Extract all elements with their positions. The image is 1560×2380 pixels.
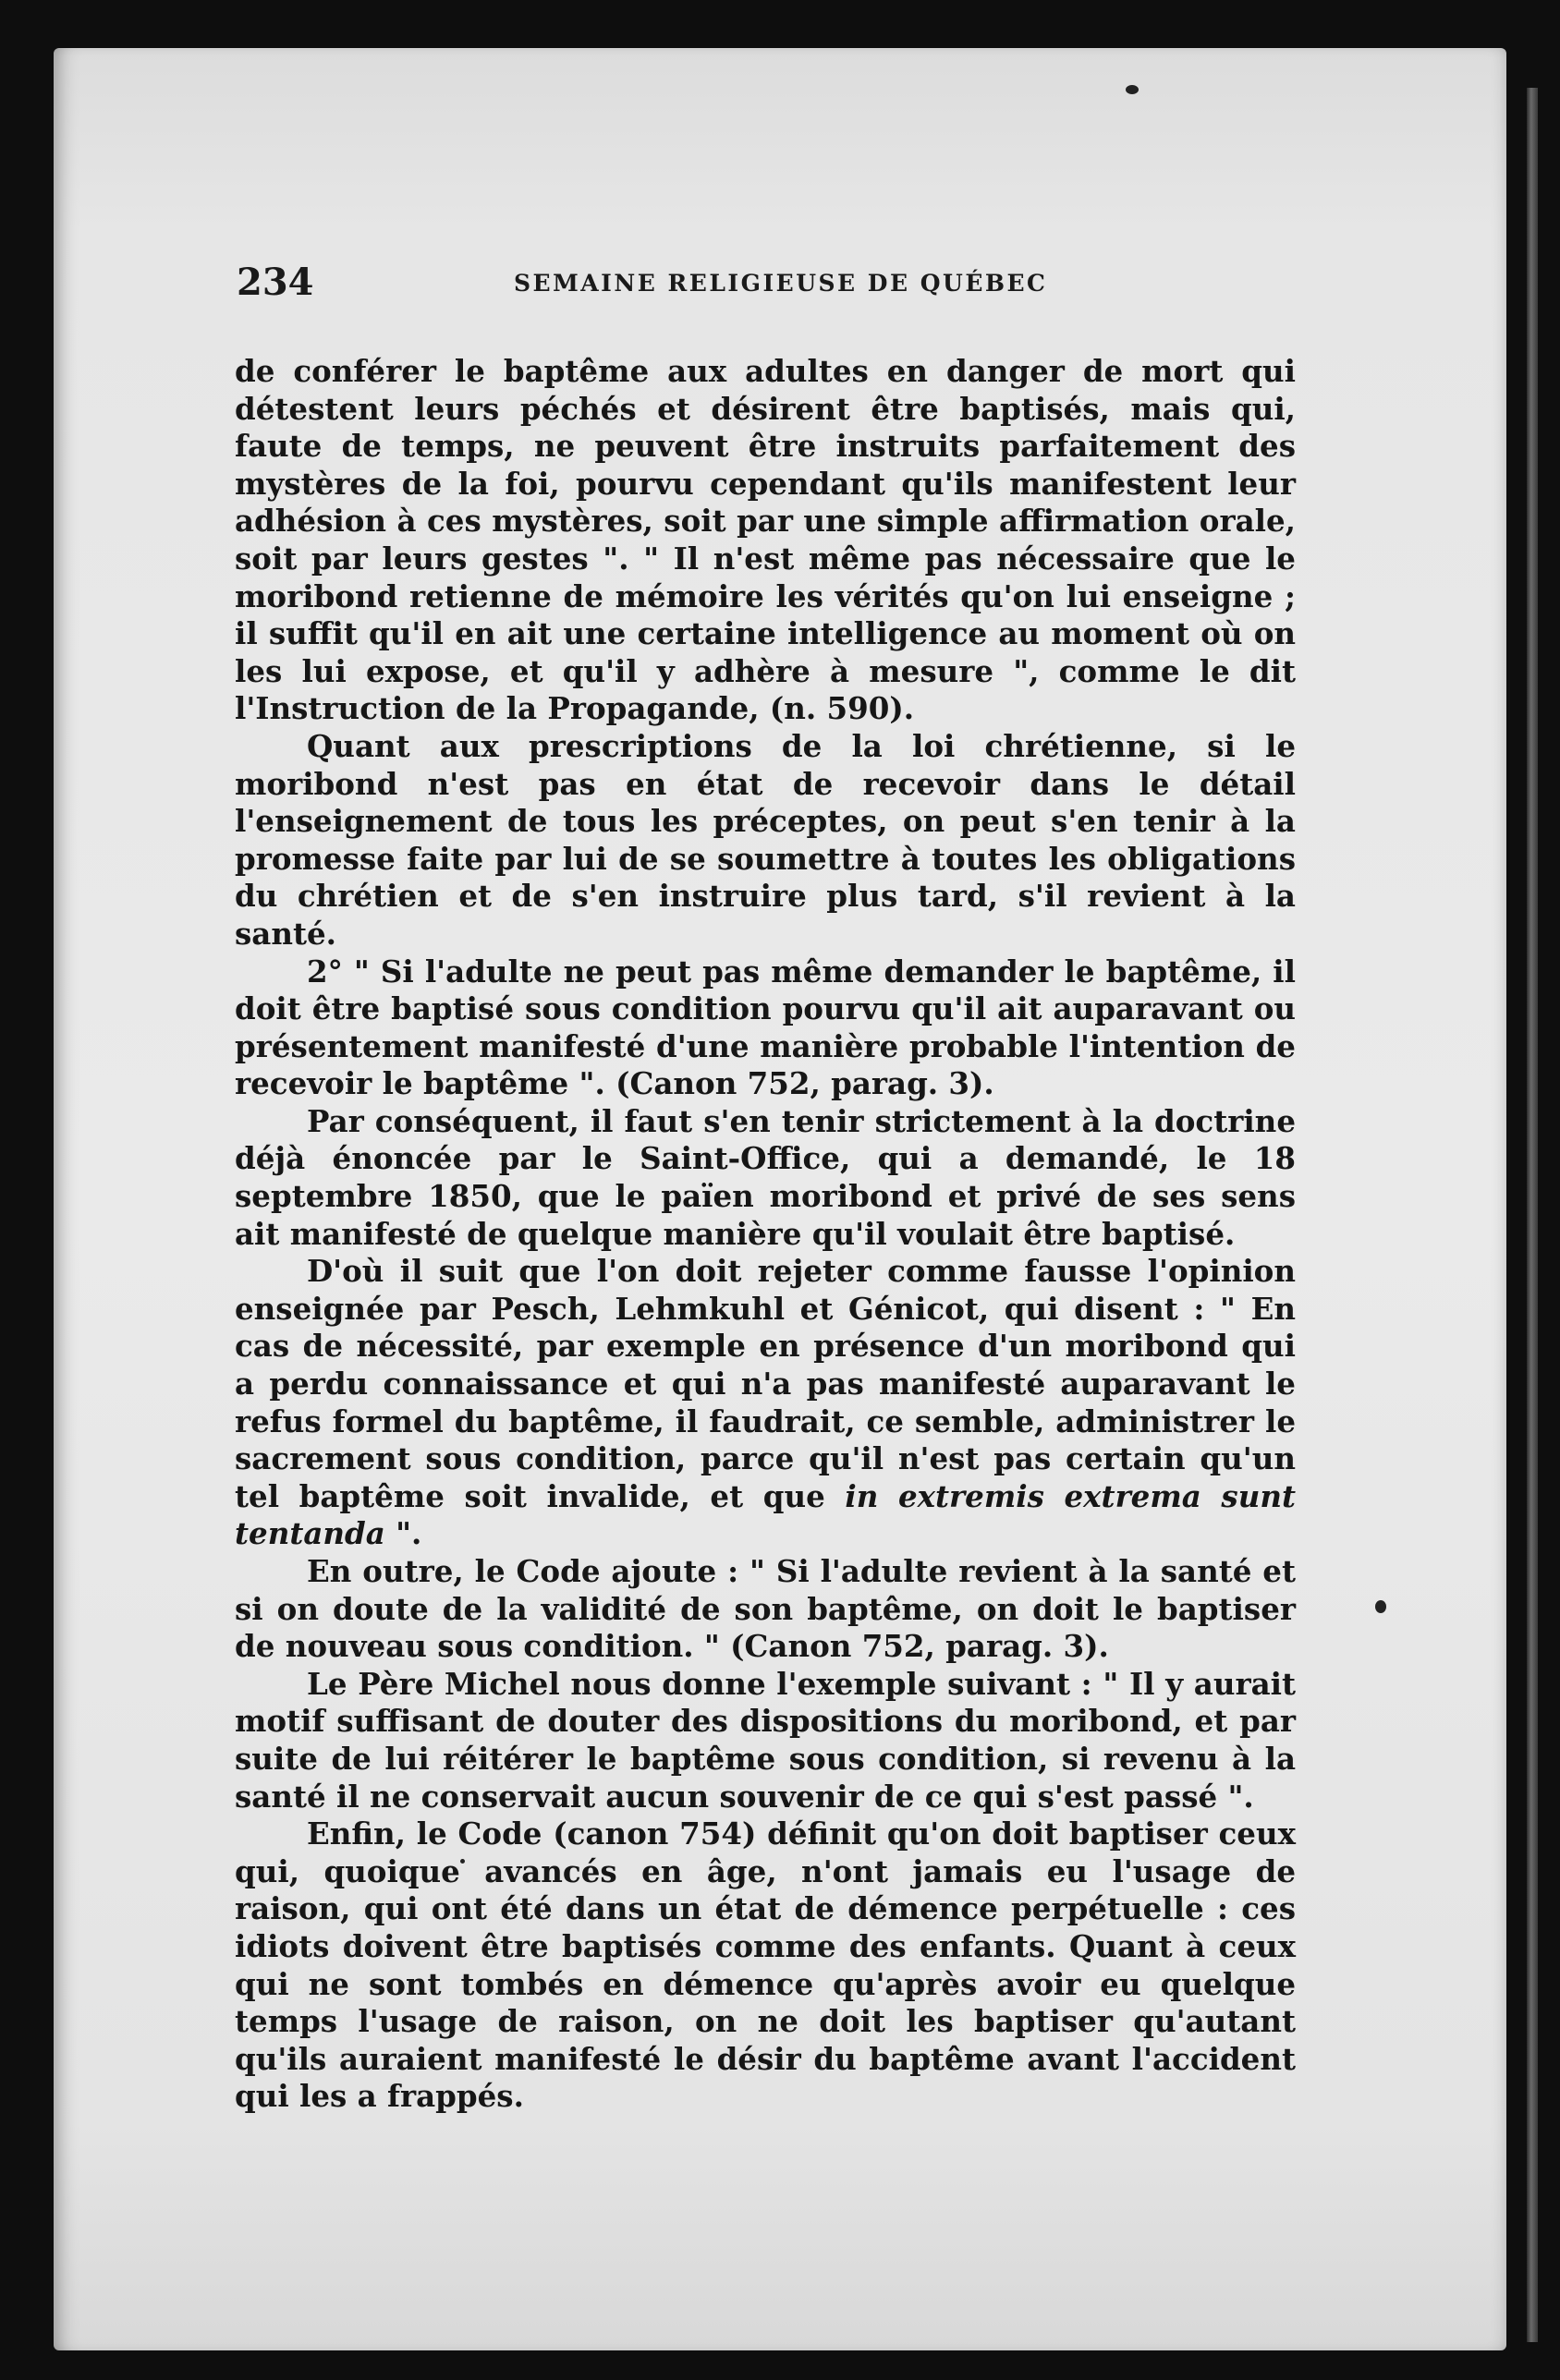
paragraph	[235, 1253, 1296, 1553]
page-number: 234	[237, 261, 314, 304]
paragraph: Enfin, le Code (canon 754) définit qu'on doit baptiser ceux qui, quoique avancés en âge, n'ont jamais eu l'usage de raison, qui ont été dans un état de démence perpétuelle : ces idiots doivent être baptisés comme des enfants. Quant à ceux qui ne sont tombés en démence qu'après avoir eu quelque temps l'usage de raison, on ne doit les baptiser qu'autant qu'ils auraient manifesté le désir du baptême avant l'accident qui les a frappés.	[235, 1815, 1296, 2115]
paragraph: Le Père Michel nous donne l'exemple suivant : " Il y aurait motif suffisant de douter des dispositions du moribond, et par suite de lui réitérer le baptême sous condition, si revenu à la santé il ne conservait aucun souvenir de ce qui s'est passé ".	[235, 1665, 1296, 1815]
paragraph-text: D'où il suit que l'on doit rejeter comme fausse l'opinion enseignée par Pesch, Lehmkuhl et Génicot, qui disent : " En cas de nécessité, par exemple en présence d'un moribond qui a perdu connaissance et qui n'a pas manifesté auparavant le refus formel du baptême, il faudrait, ce semble, administrer le sacrement sous condition, parce qu'il n'est pas certain qu'un tel baptême soit invalide, et que	[235, 1253, 1296, 1514]
paragraph-text: ".	[384, 1515, 422, 1552]
dust-speck	[1375, 1600, 1386, 1613]
paragraph: de conférer le baptême aux adultes en danger de mort qui détestent leurs péchés et désirent être baptisés, mais qui, faute de temps, ne peuvent être instruits parfaitement des mystères de la foi, pourvu cependant qu'ils manifestent leur adhésion à ces mystères, soit par une simple affirmation orale, soit par leurs gestes ". " Il n'est même pas nécessaire que le moribond retienne de mémoire les vérités qu'on lui enseigne ; il suffit qu'il en ait une certaine intelligence au moment où on les lui expose, et qu'il y adhère à mesure ", comme le dit l'Instruction de la Propagande, (n. 590).	[235, 353, 1296, 727]
running-head: SEMAINE RELIGIEUSE DE QUÉBEC	[514, 270, 1048, 297]
paragraph: En outre, le Code ajoute : " Si l'adulte revient à la santé et si on doute de la validité de son baptême, on doit le baptiser de nouveau sous condition. " (Canon 752, parag. 3).	[235, 1553, 1296, 1665]
paragraph: Quant aux prescriptions de la loi chrétienne, si le moribond n'est pas en état de recevoir dans le détail l'enseignement de tous les préceptes, on peut s'en tenir à la promesse faite par lui de se soumettre à toutes les obligations du chrétien et de s'en instruire plus tard, s'il revient à la santé.	[235, 727, 1296, 952]
film-edge	[1527, 88, 1538, 2342]
paragraph: 2° " Si l'adulte ne peut pas même demander le baptême, il doit être baptisé sous condition pourvu qu'il ait auparavant ou présentement manifesté d'une manière probable l'intention de recevoir le baptême ". (Canon 752, parag. 3).	[235, 953, 1296, 1102]
dust-speck	[1126, 85, 1139, 94]
latin-quote: in extremis extrema sunt tentanda	[235, 1477, 1296, 1552]
paragraph: Par conséquent, il faut s'en tenir strictement à la doctrine déjà énoncée par le Saint-Office, qui a demandé, le 18 septembre 1850, que le païen moribond et privé de ses sens ait manifesté de quelque manière qu'il voulait être baptisé.	[235, 1102, 1296, 1252]
body-text	[235, 353, 1296, 2116]
page-header	[237, 261, 1309, 316]
